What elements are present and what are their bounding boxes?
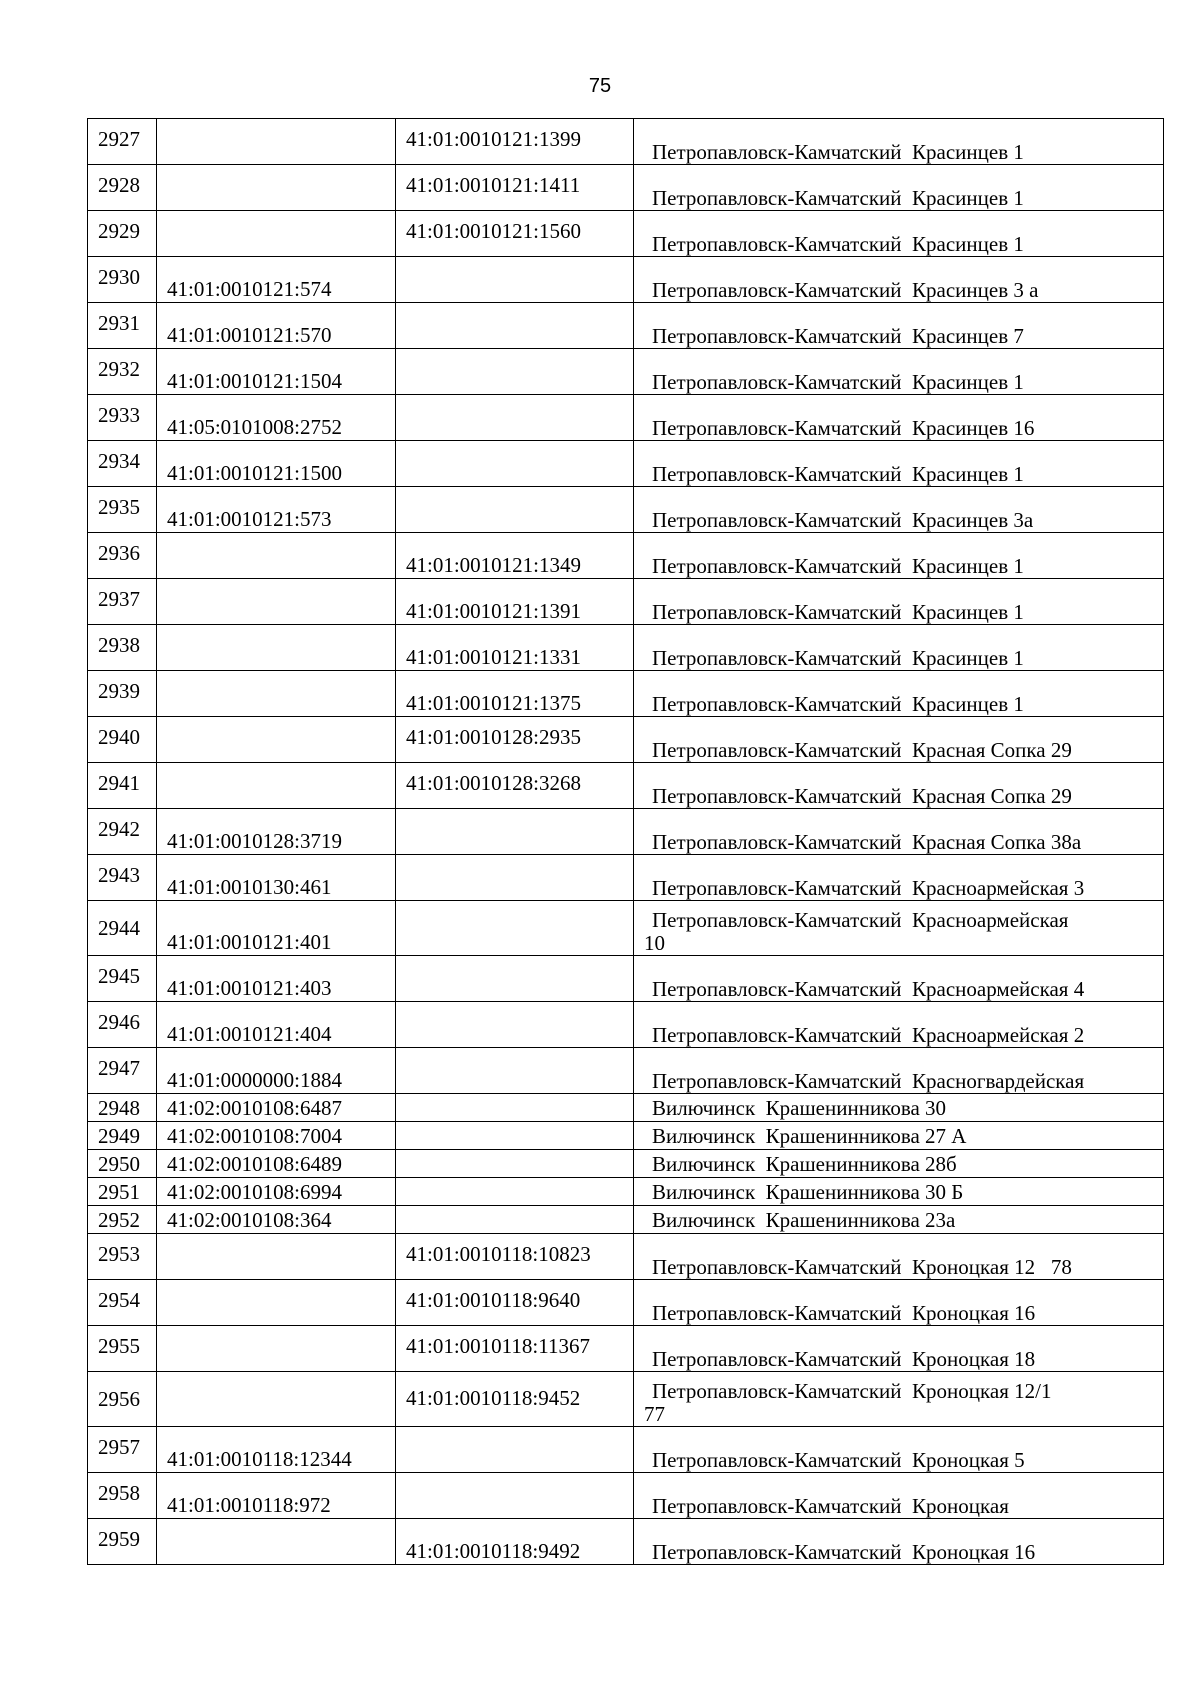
row-number-cell: [88, 303, 157, 349]
address-line-2: 10: [644, 931, 665, 955]
row-number: 2927: [98, 127, 140, 151]
row-number: 2941: [98, 771, 140, 795]
row-number-cell: [88, 165, 157, 211]
row-number: 2949: [98, 1123, 140, 1148]
table-row: [88, 1234, 1164, 1280]
row-number: 2939: [98, 679, 140, 703]
row-number: 2937: [98, 587, 140, 611]
row-number-cell: [88, 1122, 157, 1150]
row-number-cell: [88, 1427, 157, 1473]
cadastral-number-cell: [157, 579, 396, 625]
address-line-1: Петропавловск-Камчатский Кроноцкая 12/1: [652, 1379, 1052, 1403]
address-cell: [634, 1280, 1164, 1326]
cadastral-number: 41:02:0010108:6489: [167, 1151, 343, 1176]
object-cadastral-number-cell: [396, 1178, 634, 1206]
object-cadastral-number: 41:01:0010118:9640: [406, 1288, 581, 1312]
object-cadastral-number-cell: [396, 901, 634, 956]
cadastral-number-cell: [157, 671, 396, 717]
address: Петропавловск-Камчатский Кроноцкая 5: [652, 1448, 1025, 1472]
row-number-cell: [88, 1048, 157, 1094]
cadastral-number-cell: [157, 1178, 396, 1206]
row-number-cell: [88, 119, 157, 165]
object-cadastral-number-cell: [396, 119, 634, 165]
address-cell: [634, 671, 1164, 717]
row-number-cell: [88, 901, 157, 956]
row-number: 2950: [98, 1151, 140, 1176]
address: Петропавловск-Камчатский Красинцев 1: [652, 140, 1024, 164]
address-cell: [634, 855, 1164, 901]
cadastral-number-cell: [157, 1206, 396, 1234]
table-row: [88, 1150, 1164, 1178]
address-line-2: 77: [644, 1402, 665, 1426]
table-row: [88, 1122, 1164, 1150]
cadastral-number: 41:02:0010108:7004: [167, 1123, 343, 1148]
address-cell: [634, 1473, 1164, 1519]
row-number: 2948: [98, 1095, 140, 1120]
row-number-cell: [88, 1234, 157, 1280]
row-number-cell: [88, 625, 157, 671]
address: Петропавловск-Камчатский Красинцев 1: [652, 186, 1024, 210]
object-cadastral-number-cell: [396, 1473, 634, 1519]
address: Петропавловск-Камчатский Красная Сопка 38а: [652, 830, 1082, 854]
table-row: [88, 119, 1164, 165]
address-cell: [634, 119, 1164, 165]
address: Петропавловск-Камчатский Красная Сопка 29: [652, 784, 1072, 808]
address: Петропавловск-Камчатский Красинцев 1: [652, 646, 1024, 670]
object-cadastral-number-cell: [396, 1519, 634, 1565]
row-number: 2940: [98, 725, 140, 749]
row-number-cell: [88, 1519, 157, 1565]
object-cadastral-number: 41:01:0010121:1399: [406, 127, 582, 151]
cadastral-number: 41:02:0010108:364: [167, 1207, 332, 1232]
row-number-cell: [88, 579, 157, 625]
row-number: 2955: [98, 1334, 140, 1358]
address-cell: [634, 303, 1164, 349]
row-number: 2934: [98, 449, 140, 473]
table-row: [88, 809, 1164, 855]
row-number-cell: [88, 1002, 157, 1048]
address: Петропавловск-Камчатский Красногвардейская: [652, 1069, 1085, 1093]
address-cell: [634, 533, 1164, 579]
address-cell: [634, 1519, 1164, 1565]
object-cadastral-number-cell: [396, 671, 634, 717]
address-cell: [634, 257, 1164, 303]
object-cadastral-number-cell: [396, 717, 634, 763]
table-row: [88, 1048, 1164, 1094]
row-number: 2936: [98, 541, 140, 565]
address-cell: [634, 441, 1164, 487]
address: Петропавловск-Камчатский Красинцев 1: [652, 692, 1024, 716]
row-number-cell: [88, 809, 157, 855]
object-cadastral-number-cell: [396, 956, 634, 1002]
cadastral-number-cell: [157, 441, 396, 487]
row-number: 2952: [98, 1207, 140, 1232]
address-cell: [634, 717, 1164, 763]
address-cell: [634, 349, 1164, 395]
cadastral-number-cell: [157, 1094, 396, 1122]
cadastral-number: 41:02:0010108:6487: [167, 1095, 343, 1120]
row-number: 2938: [98, 633, 140, 657]
object-cadastral-number: 41:01:0010118:10823: [406, 1242, 591, 1266]
object-cadastral-number: 41:01:0010121:1411: [406, 173, 581, 197]
table-row: [88, 855, 1164, 901]
row-number-cell: [88, 1473, 157, 1519]
row-number: 2958: [98, 1481, 140, 1505]
object-cadastral-number-cell: [396, 395, 634, 441]
object-cadastral-number-cell: [396, 349, 634, 395]
cadastral-number-cell: [157, 533, 396, 579]
cadastral-number-cell: [157, 809, 396, 855]
row-number: 2957: [98, 1435, 140, 1459]
object-cadastral-number-cell: [396, 809, 634, 855]
address: Вилючинск Крашенинникова 27 А: [652, 1123, 967, 1148]
address: Петропавловск-Камчатский Красноармейская 3: [652, 876, 1085, 900]
address-cell: [634, 1372, 1164, 1427]
table-row: [88, 441, 1164, 487]
object-cadastral-number-cell: [396, 1206, 634, 1234]
table-row: [88, 1427, 1164, 1473]
object-cadastral-number-cell: [396, 625, 634, 671]
address-cell: [634, 1150, 1164, 1178]
row-number-cell: [88, 487, 157, 533]
table-row: [88, 487, 1164, 533]
address-cell: [634, 579, 1164, 625]
object-cadastral-number-cell: [396, 1372, 634, 1427]
address-cell: [634, 809, 1164, 855]
cadastral-number-cell: [157, 855, 396, 901]
table-row: [88, 303, 1164, 349]
table-row: [88, 625, 1164, 671]
row-number-cell: [88, 257, 157, 303]
cadastral-number-cell: [157, 1372, 396, 1427]
row-number: 2933: [98, 403, 140, 427]
address-cell: [634, 956, 1164, 1002]
address-cell: [634, 901, 1164, 956]
address: Петропавловск-Камчатский Красинцев 3 а: [652, 278, 1039, 302]
address: Вилючинск Крашенинникова 30 Б: [652, 1179, 964, 1204]
address-cell: [634, 1326, 1164, 1372]
object-cadastral-number-cell: [396, 303, 634, 349]
object-cadastral-number: 41:01:0010118:9452: [406, 1386, 581, 1410]
cadastral-number-cell: [157, 717, 396, 763]
address-cell: [634, 763, 1164, 809]
table-row: [88, 717, 1164, 763]
address: Петропавловск-Камчатский Красинцев 1: [652, 554, 1024, 578]
object-cadastral-number: 41:01:0010121:1349: [406, 553, 582, 577]
address-cell: [634, 395, 1164, 441]
cadastral-number-cell: [157, 487, 396, 533]
row-number: 2951: [98, 1179, 140, 1204]
cadastral-number: 41:01:0010121:574: [167, 277, 332, 301]
page-number: 75: [588, 75, 612, 97]
cadastral-number: 41:01:0010118:972: [167, 1493, 331, 1517]
row-number: 2946: [98, 1010, 140, 1034]
object-cadastral-number-cell: [396, 579, 634, 625]
row-number-cell: [88, 1150, 157, 1178]
row-number: 2953: [98, 1242, 140, 1266]
address-cell: [634, 487, 1164, 533]
table-row: [88, 211, 1164, 257]
address: Петропавловск-Камчатский Кроноцкая: [652, 1494, 1009, 1518]
object-cadastral-number-cell: [396, 1150, 634, 1178]
cadastral-number-cell: [157, 257, 396, 303]
row-number-cell: [88, 717, 157, 763]
table-row: [88, 956, 1164, 1002]
row-number: 2943: [98, 863, 140, 887]
table-row: [88, 533, 1164, 579]
address-cell: [634, 1206, 1164, 1234]
table-row: [88, 1372, 1164, 1427]
row-number: 2944: [98, 916, 140, 940]
row-number-cell: [88, 1372, 157, 1427]
object-cadastral-number: 41:01:0010118:9492: [406, 1539, 581, 1563]
address: Петропавловск-Камчатский Красинцев 1: [652, 232, 1024, 256]
address: Петропавловск-Камчатский Красинцев 3а: [652, 508, 1034, 532]
row-number-cell: [88, 956, 157, 1002]
object-cadastral-number-cell: [396, 763, 634, 809]
address: Вилючинск Крашенинникова 28б: [652, 1151, 957, 1176]
row-number-cell: [88, 1094, 157, 1122]
row-number: 2947: [98, 1056, 140, 1080]
object-cadastral-number: 41:01:0010121:1391: [406, 599, 582, 623]
row-number: 2929: [98, 219, 140, 243]
cadastral-number: 41:01:0010118:12344: [167, 1447, 352, 1471]
cadastral-number: 41:01:0010121:401: [167, 930, 332, 954]
row-number-cell: [88, 671, 157, 717]
row-number-cell: [88, 395, 157, 441]
address-cell: [634, 1122, 1164, 1150]
cadastral-number-cell: [157, 165, 396, 211]
address: Петропавловск-Камчатский Красная Сопка 29: [652, 738, 1072, 762]
cadastral-number-cell: [157, 1234, 396, 1280]
table-row: [88, 1206, 1164, 1234]
object-cadastral-number-cell: [396, 257, 634, 303]
table-row: [88, 901, 1164, 956]
table-row: [88, 1473, 1164, 1519]
address: Петропавловск-Камчатский Красинцев 1: [652, 462, 1024, 486]
cadastral-number-cell: [157, 211, 396, 257]
cadastral-number: [157, 1562, 395, 1564]
row-number-cell: [88, 1280, 157, 1326]
cadastral-number-cell: [157, 1473, 396, 1519]
address: Петропавловск-Камчатский Кроноцкая 16: [652, 1540, 1036, 1564]
cadastral-number: 41:01:0010121:1504: [167, 369, 343, 393]
table-row: [88, 349, 1164, 395]
table-row: [88, 671, 1164, 717]
table-row: [88, 1519, 1164, 1565]
cadastral-number-cell: [157, 1427, 396, 1473]
cadastral-number-cell: [157, 1150, 396, 1178]
cadastral-number-cell: [157, 1122, 396, 1150]
address-cell: [634, 1427, 1164, 1473]
object-cadastral-number-cell: [396, 1094, 634, 1122]
object-cadastral-number-cell: [396, 1234, 634, 1280]
table-row: [88, 1280, 1164, 1326]
address-cell: [634, 165, 1164, 211]
address: Вилючинск Крашенинникова 23а: [652, 1207, 956, 1232]
row-number: 2954: [98, 1288, 140, 1312]
cadastral-number: 41:01:0010121:570: [167, 323, 332, 347]
cadastral-number-cell: [157, 395, 396, 441]
cadastral-number: 41:01:0010121:404: [167, 1022, 332, 1046]
row-number: 2942: [98, 817, 140, 841]
address-cell: [634, 1234, 1164, 1280]
object-cadastral-number-cell: [396, 487, 634, 533]
address: Петропавловск-Камчатский Красинцев 16: [652, 416, 1035, 440]
object-cadastral-number-cell: [396, 1427, 634, 1473]
row-number-cell: [88, 1326, 157, 1372]
object-cadastral-number-cell: [396, 441, 634, 487]
row-number-cell: [88, 1206, 157, 1234]
row-number: 2928: [98, 173, 140, 197]
row-number-cell: [88, 763, 157, 809]
registry-table: [87, 118, 1164, 1565]
table-row: [88, 257, 1164, 303]
object-cadastral-number-cell: [396, 533, 634, 579]
object-cadastral-number-cell: [396, 1326, 634, 1372]
cadastral-number-cell: [157, 956, 396, 1002]
address: Петропавловск-Камчатский Кроноцкая 18: [652, 1347, 1036, 1371]
row-number: 2956: [98, 1387, 140, 1411]
row-number: 2945: [98, 964, 140, 988]
object-cadastral-number-cell: [396, 1048, 634, 1094]
row-number: 2932: [98, 357, 140, 381]
object-cadastral-number-cell: [396, 1122, 634, 1150]
cadastral-number: 41:01:0010128:3719: [167, 829, 343, 853]
cadastral-number-cell: [157, 1280, 396, 1326]
row-number-cell: [88, 211, 157, 257]
object-cadastral-number: 41:01:0010121:1375: [406, 691, 582, 715]
table-row: [88, 1178, 1164, 1206]
cadastral-number-cell: [157, 349, 396, 395]
object-cadastral-number: 41:01:0010128:2935: [406, 725, 582, 749]
object-cadastral-number: 41:01:0010128:3268: [406, 771, 582, 795]
row-number-cell: [88, 533, 157, 579]
cadastral-number-cell: [157, 119, 396, 165]
table-row: [88, 165, 1164, 211]
cadastral-number: 41:05:0101008:2752: [167, 415, 343, 439]
row-number-cell: [88, 855, 157, 901]
address-cell: [634, 211, 1164, 257]
cadastral-number-cell: [157, 1519, 396, 1565]
address: Петропавловск-Камчатский Красинцев 7: [652, 324, 1024, 348]
address-cell: [634, 1048, 1164, 1094]
address: Петропавловск-Камчатский Красноармейская 2: [652, 1023, 1085, 1047]
address: Петропавловск-Камчатский Красноармейская 4: [652, 977, 1085, 1001]
address-cell: [634, 1002, 1164, 1048]
object-cadastral-number: 41:01:0010118:11367: [406, 1334, 590, 1358]
row-number-cell: [88, 1178, 157, 1206]
cadastral-number-cell: [157, 1002, 396, 1048]
row-number: 2959: [98, 1527, 140, 1551]
cadastral-number: 41:02:0010108:6994: [167, 1179, 343, 1204]
row-number: 2931: [98, 311, 140, 335]
object-cadastral-number: 41:01:0010121:1560: [406, 219, 582, 243]
address: Петропавловск-Камчатский Кроноцкая 16: [652, 1301, 1036, 1325]
cadastral-number: 41:01:0010130:461: [167, 875, 332, 899]
cadastral-number-cell: [157, 763, 396, 809]
object-cadastral-number: 41:01:0010121:1331: [406, 645, 582, 669]
cadastral-number-cell: [157, 1326, 396, 1372]
table-row: [88, 579, 1164, 625]
cadastral-number: 41:01:0010121:573: [167, 507, 332, 531]
cadastral-number-cell: [157, 625, 396, 671]
address: Петропавловск-Камчатский Красинцев 1: [652, 600, 1024, 624]
object-cadastral-number-cell: [396, 165, 634, 211]
address-cell: [634, 625, 1164, 671]
cadastral-number-cell: [157, 901, 396, 956]
cadastral-number-cell: [157, 1048, 396, 1094]
object-cadastral-number-cell: [396, 1280, 634, 1326]
cadastral-number: 41:01:0010121:1500: [167, 461, 343, 485]
row-number-cell: [88, 441, 157, 487]
table-row: [88, 1094, 1164, 1122]
cadastral-number-cell: [157, 303, 396, 349]
object-cadastral-number-cell: [396, 855, 634, 901]
cadastral-number: 41:01:0010121:403: [167, 976, 332, 1000]
row-number: 2935: [98, 495, 140, 519]
address: Петропавловск-Камчатский Красинцев 1: [652, 370, 1024, 394]
table-row: [88, 763, 1164, 809]
cadastral-number: 41:01:0000000:1884: [167, 1068, 343, 1092]
table-row: [88, 395, 1164, 441]
address: Вилючинск Крашенинникова 30: [652, 1095, 947, 1120]
address-line-1: Петропавловск-Камчатский Красноармейская: [652, 908, 1069, 932]
object-cadastral-number-cell: [396, 211, 634, 257]
table-row: [88, 1326, 1164, 1372]
address-cell: [634, 1094, 1164, 1122]
table-row: [88, 1002, 1164, 1048]
address-cell: [634, 1178, 1164, 1206]
object-cadastral-number-cell: [396, 1002, 634, 1048]
row-number-cell: [88, 349, 157, 395]
address: Петропавловск-Камчатский Кроноцкая 12 78: [652, 1255, 1072, 1279]
row-number: 2930: [98, 265, 140, 289]
